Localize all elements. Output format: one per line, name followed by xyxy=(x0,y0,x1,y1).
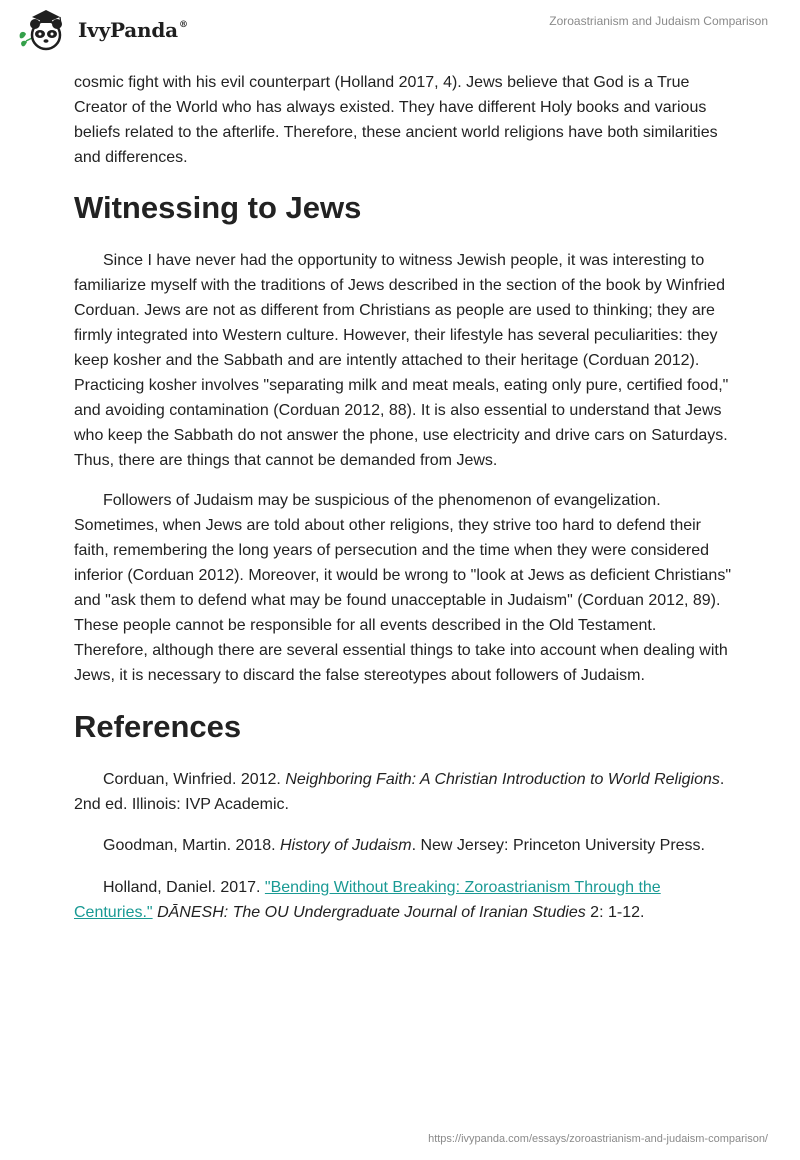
footer-source-url: https://ivypanda.com/essays/zoroastrianism-and-judaism-comparison/ xyxy=(428,1133,768,1145)
panda-graduate-icon xyxy=(16,8,72,52)
reference-item: Goodman, Martin. 2018. History of Judaism. New Jersey: Princeton University Press. xyxy=(103,837,705,854)
intro-paragraph: cosmic fight with his evil counterpart (Holland 2017, 4). Jews believe that God is a True Creator of the World who has always existed. They have different Holy books and various beliefs related to the afterlife. Therefore, these ancient world religions have both similarities and differences. xyxy=(74,74,718,166)
page-header xyxy=(0,0,800,64)
essay-content xyxy=(74,70,734,925)
reference-item: Corduan, Winfried. 2012. Neighboring Faith: A Christian Introduction to World Religions. 2nd ed. Illinois: IVP Academic. xyxy=(74,771,725,813)
ivypanda-logo[interactable] xyxy=(16,8,188,52)
section-heading-references: References xyxy=(74,709,242,744)
reference-link-bending-without-breaking[interactable]: "Bending Without Breaking: Zoroastrianism Through the Centuries." xyxy=(74,879,661,921)
document-title: Zoroastrianism and Judaism Comparison xyxy=(549,14,768,28)
witnessing-paragraph-1: Since I have never had the opportunity to witness Jewish people, it was interesting to familiarize myself with the traditions of Jews described in the section of the book by Winfried Corduan. Jews are not as different from Christians as people are used to thinking; they are firmly integrated into Western culture. However, their lifestyle has several peculiarities: they keep kosher and the Sabbath and are intently attached to their heritage (Corduan 2012). Practicing kosher involves "separating milk and meat meals, eating only pure, certified food," and avoiding contamination (Corduan 2012, 88). It is also essential to understand that Jews who keep the Sabbath do not answer the phone, use electricity and drive cars on Saturdays. Thus, there are things that cannot be demanded from Jews. xyxy=(74,252,729,469)
reference-item: Holland, Daniel. 2017. "Bending Without Breaking: Zoroastrianism Through the Centuries." DĀNESH: The OU Undergraduate Journal of Iranian Studies 2: 1-12. xyxy=(74,879,661,921)
section-heading-witnessing: Witnessing to Jews xyxy=(74,190,362,225)
brand-name: IvyPanda® xyxy=(78,18,188,42)
witnessing-paragraph-2: Followers of Judaism may be suspicious of the phenomenon of evangelization. Sometimes, when Jews are told about other religions, they strive too hard to defend their faith, remembering the long years of persecution and the time when they were considered inferior (Corduan 2012). Moreover, it would be wrong to "look at Jews as deficient Christians" and "ask them to defend what may be found unacceptable in Judaism" (Corduan 2012, 89). These people cannot be responsible for all events described in the Old Testament. Therefore, although there are several essential things to take into account when dealing with Jews, it is necessary to discard the false stereotypes about followers of Judaism. xyxy=(74,492,732,684)
